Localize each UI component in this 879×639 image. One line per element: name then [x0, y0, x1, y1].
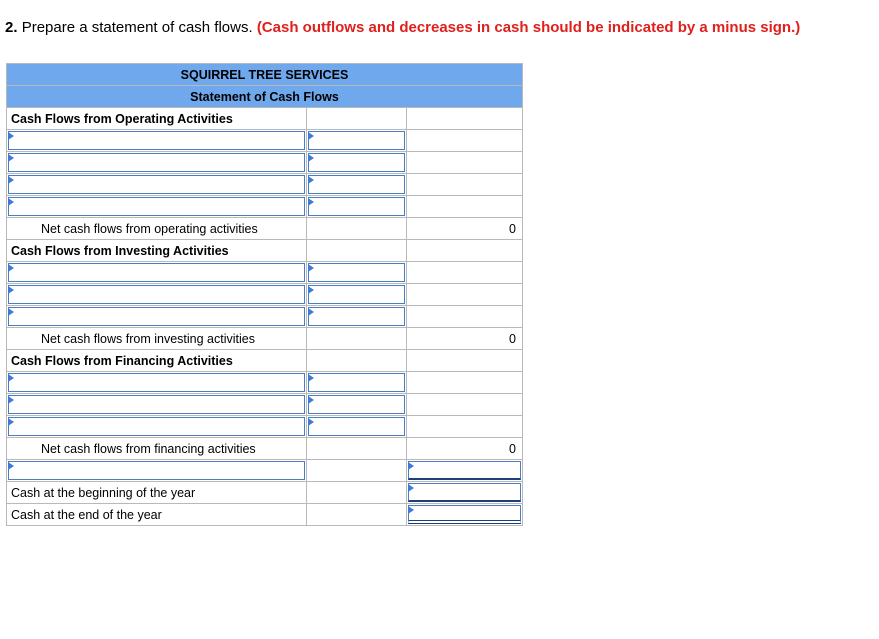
financing-label-input-2[interactable]	[7, 394, 307, 416]
operating-input-row	[7, 152, 523, 174]
operating-amount-input-1[interactable]	[307, 130, 407, 152]
operating-net-row	[7, 218, 523, 240]
dropdown-marker-icon	[8, 374, 14, 382]
financing-amount-input-1[interactable]	[307, 372, 407, 394]
operating-input-row	[7, 130, 523, 152]
investing-net-row	[7, 328, 523, 350]
investing-label-input-2[interactable]	[7, 284, 307, 306]
operating-net-label: Net cash flows from operating activities	[7, 218, 307, 240]
investing-label-input-3[interactable]	[7, 306, 307, 328]
investing-amount-input-2[interactable]	[307, 284, 407, 306]
cash-beginning-label: Cash at the beginning of the year	[7, 482, 307, 504]
financing-net-value: 0	[407, 438, 523, 460]
dropdown-marker-icon	[8, 396, 14, 404]
dropdown-marker-icon	[308, 264, 314, 272]
operating-input-row	[7, 174, 523, 196]
financing-amount-input-3[interactable]	[307, 416, 407, 438]
dropdown-marker-icon	[408, 484, 414, 492]
net-change-row	[7, 460, 523, 482]
cash-end-row	[7, 504, 523, 526]
operating-section-header: Cash Flows from Operating Activities	[7, 108, 307, 130]
dropdown-marker-icon	[308, 132, 314, 140]
investing-input-row	[7, 306, 523, 328]
investing-net-value: 0	[407, 328, 523, 350]
financing-label-input-1[interactable]	[7, 372, 307, 394]
dropdown-marker-icon	[8, 132, 14, 140]
dropdown-marker-icon	[308, 308, 314, 316]
investing-amount-input-1[interactable]	[307, 262, 407, 284]
operating-label-input-2[interactable]	[7, 152, 307, 174]
financing-amount-input-2[interactable]	[307, 394, 407, 416]
financing-header-row	[7, 350, 523, 372]
dropdown-marker-icon	[308, 374, 314, 382]
company-name: SQUIRREL TREE SERVICES	[7, 64, 523, 86]
operating-amount-input-4[interactable]	[307, 196, 407, 218]
investing-input-row	[7, 284, 523, 306]
investing-header-row	[7, 240, 523, 262]
cash-end-label: Cash at the end of the year	[7, 504, 307, 526]
dropdown-marker-icon	[8, 264, 14, 272]
investing-amount-input-3[interactable]	[307, 306, 407, 328]
dropdown-marker-icon	[308, 154, 314, 162]
investing-net-label: Net cash flows from investing activities	[7, 328, 307, 350]
dropdown-marker-icon	[8, 418, 14, 426]
cash-beginning-input[interactable]	[407, 482, 523, 504]
dropdown-marker-icon	[308, 198, 314, 206]
operating-header-row	[7, 108, 523, 130]
dropdown-marker-icon	[8, 154, 14, 162]
operating-net-value: 0	[407, 218, 523, 240]
investing-label-input-1[interactable]	[7, 262, 307, 284]
net-change-amount-input[interactable]	[407, 460, 523, 482]
cash-end-input[interactable]	[407, 504, 523, 526]
dropdown-marker-icon	[8, 462, 14, 470]
question-number: 2.	[5, 19, 18, 36]
cash-flow-statement-table	[6, 63, 523, 526]
operating-input-row	[7, 196, 523, 218]
operating-amount-input-3[interactable]	[307, 174, 407, 196]
operating-label-input-3[interactable]	[7, 174, 307, 196]
cash-beginning-row	[7, 482, 523, 504]
dropdown-marker-icon	[308, 286, 314, 294]
operating-label-input-1[interactable]	[7, 130, 307, 152]
investing-section-header: Cash Flows from Investing Activities	[7, 240, 307, 262]
dropdown-marker-icon	[308, 176, 314, 184]
dropdown-marker-icon	[8, 286, 14, 294]
financing-input-row	[7, 372, 523, 394]
statement-title: Statement of Cash Flows	[7, 86, 523, 108]
net-change-label-input[interactable]	[7, 460, 307, 482]
question-prompt	[5, 19, 800, 36]
dropdown-marker-icon	[8, 198, 14, 206]
dropdown-marker-icon	[308, 396, 314, 404]
operating-label-input-4[interactable]	[7, 196, 307, 218]
financing-input-row	[7, 416, 523, 438]
dropdown-marker-icon	[408, 462, 414, 470]
financing-label-input-3[interactable]	[7, 416, 307, 438]
company-header-row	[7, 64, 523, 86]
financing-net-label: Net cash flows from financing activities	[7, 438, 307, 460]
statement-title-row	[7, 86, 523, 108]
dropdown-marker-icon	[8, 308, 14, 316]
question-instruction: (Cash outflows and decreases in cash should be indicated by a minus sign.)	[256, 19, 801, 36]
question-text: Prepare a statement of cash flows.	[21, 19, 253, 36]
dropdown-marker-icon	[308, 418, 314, 426]
financing-input-row	[7, 394, 523, 416]
investing-input-row	[7, 262, 523, 284]
financing-net-row	[7, 438, 523, 460]
financing-section-header: Cash Flows from Financing Activities	[7, 350, 307, 372]
operating-amount-input-2[interactable]	[307, 152, 407, 174]
dropdown-marker-icon	[408, 506, 414, 514]
dropdown-marker-icon	[8, 176, 14, 184]
